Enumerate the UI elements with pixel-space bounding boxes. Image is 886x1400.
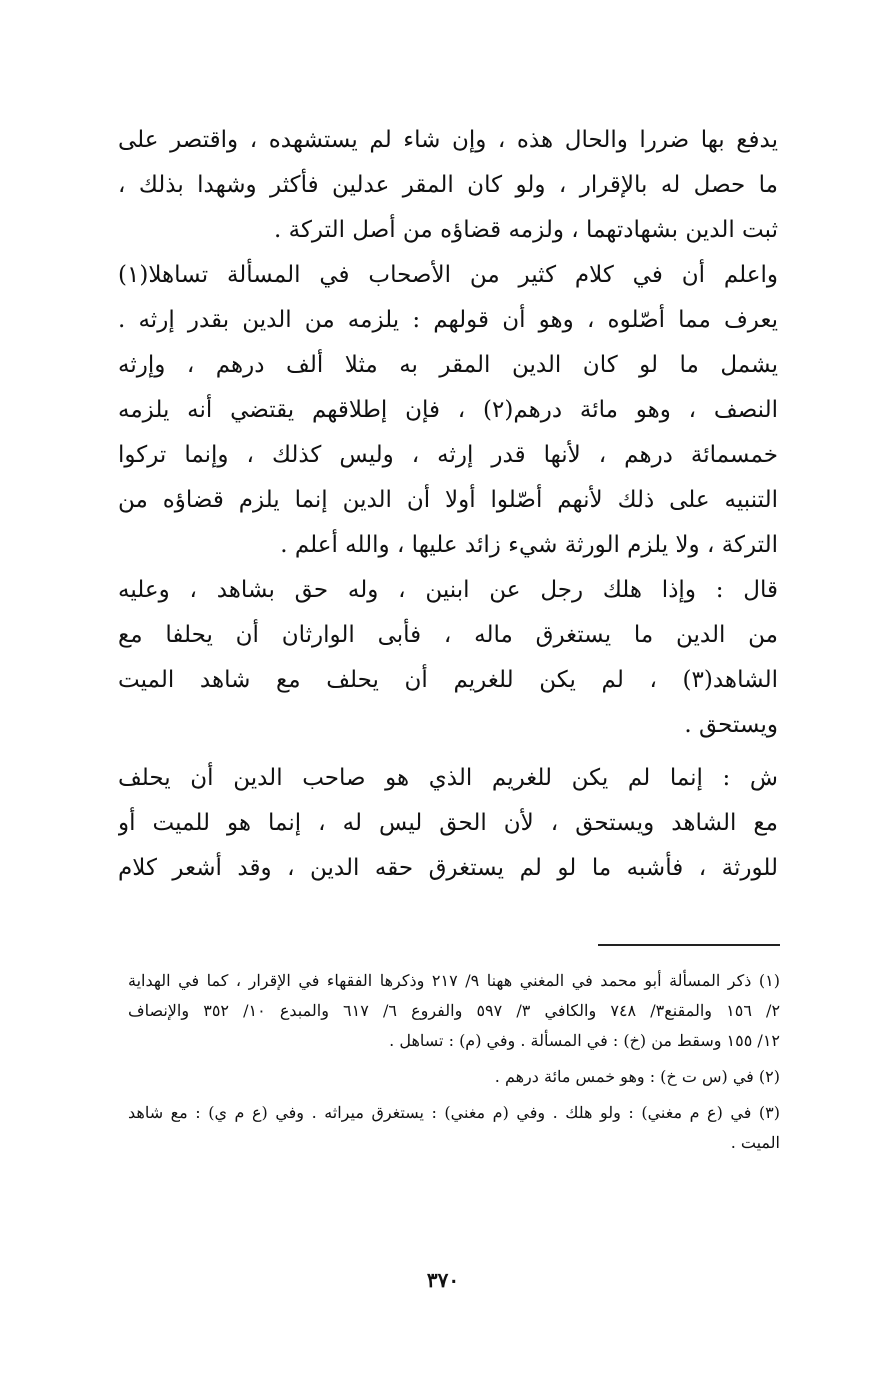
footnote-line: ١٢/ ١٥٥ وسقط من (خ) : في المسألة . وفي (م) : تساهل . [389, 1031, 780, 1050]
footnote-line: (٢) في (س ت خ) : وهو خمس مائة درهم . [494, 1067, 780, 1086]
footnotes [128, 966, 780, 1158]
footnote [128, 966, 780, 1056]
text-line: التنبيه على ذلك لأنهم أصّلوا أولا أن الدين إنما يلزم قضاؤه من [118, 487, 778, 513]
text-line: ثبت الدين بشهادتهما ، ولزمه قضاؤه من أصل التركة . [274, 217, 778, 243]
text-line: النصف ، وهو مائة درهم(٢) ، فإن إطلاقهم يقتضي أنه يلزمه [118, 397, 778, 423]
main-text [118, 118, 778, 891]
text-line: يعرف مما أصّلوه ، وهو أن قولهم : يلزمه من الدين بقدر إرثه . [118, 307, 778, 333]
text-line: يشمل ما لو كان الدين المقر به مثلا ألف درهم ، وإرثه [118, 352, 778, 378]
text-line: التركة ، ولا يلزم الورثة شيء زائد عليها ، والله أعلم . [280, 532, 778, 558]
footnote [128, 1062, 780, 1092]
text-line: واعلم أن في كلام كثير من الأصحاب في المسألة تساهلا(١) [118, 262, 778, 288]
footnote-separator [598, 944, 780, 946]
text-line: ويستحق . [684, 712, 778, 738]
text-line: مع الشاهد ويستحق ، لأن الحق ليس له ، إنما هو للميت أو [118, 810, 778, 836]
text-line: من الدين ما يستغرق ماله ، فأبى الوارثان أن يحلفا مع [118, 622, 778, 648]
footnote-line: الميت . [730, 1133, 780, 1152]
paragraph [118, 118, 778, 253]
footnote-line: (١) ذكر المسألة أبو محمد في المغني ههنا ٩/ ٢١٧ وذكرها الفقهاء في الإقرار ، كما في الهداية [128, 971, 780, 990]
footnote-line: ٢/ ١٥٦ والمقنع٣/ ٧٤٨ والكافي ٣/ ٥٩٧ والفروع ٦/ ٦١٧ والمبدع ١٠/ ٣٥٢ والإنصاف [128, 1001, 780, 1020]
text-line: ش : إنما لم يكن للغريم الذي هو صاحب الدين أن يحلف [118, 765, 778, 791]
paragraph-gap [118, 748, 778, 756]
text-line: للورثة ، فأشبه ما لو لم يستغرق حقه الدين ، وقد أشعر كلام [118, 855, 778, 881]
paragraph [118, 568, 778, 748]
footnote [128, 1098, 780, 1158]
page-number: ٣٧٠ [426, 1268, 460, 1292]
paragraph [118, 253, 778, 568]
paragraph [118, 756, 778, 891]
text-line: قال : وإذا هلك رجل عن ابنين ، وله حق بشاهد ، وعليه [118, 577, 778, 603]
footnote-line: (٣) في (ع م مغني) : ولو هلك . وفي (م مغني) : يستغرق ميراثه . وفي (ع م ي) : مع شاهد [128, 1103, 780, 1122]
text-line: يدفع بها ضررا والحال هذه ، وإن شاء لم يستشهده ، واقتصر على [118, 127, 778, 153]
text-line: ما حصل له بالإقرار ، ولو كان المقر عدلين فأكثر وشهدا بذلك ، [118, 172, 778, 198]
text-line: الشاهد(٣) ، لم يكن للغريم أن يحلف مع شاهد الميت [118, 667, 778, 693]
text-line: خمسمائة درهم ، لأنها قدر إرثه ، وليس كذلك ، وإنما تركوا [118, 442, 778, 468]
